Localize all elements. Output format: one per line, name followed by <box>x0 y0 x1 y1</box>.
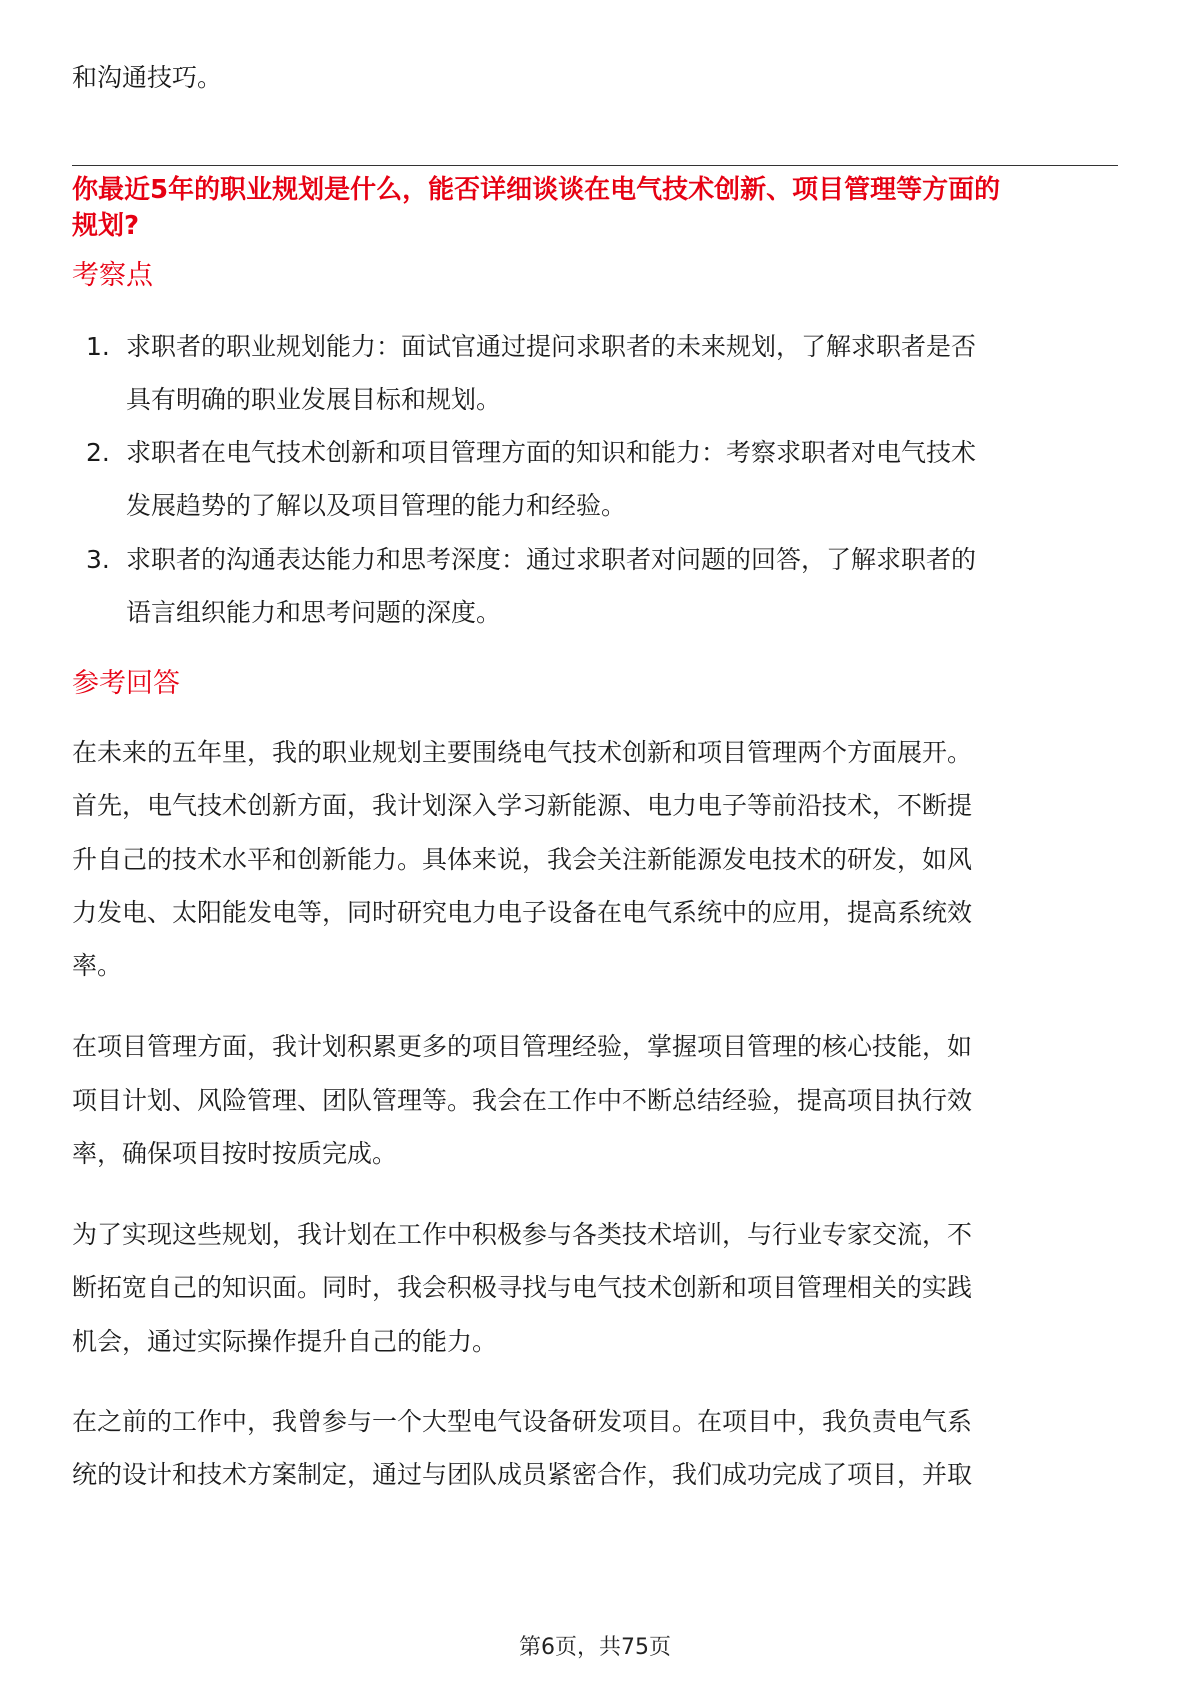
continuation-text: 和沟通技巧。 <box>72 63 223 92</box>
question-line-1: 你最近5年的职业规划是什么，能否详细谈谈在电气技术创新、项目管理等方面的 <box>72 175 1001 205</box>
answer-line: 项目计划、风险管理、团队管理等。我会在工作中不断总结经验，提高项目执行效 <box>72 1086 973 1115</box>
answer-line: 为了实现这些规划，我计划在工作中积极参与各类技术培训，与行业专家交流，不 <box>72 1220 973 1249</box>
answer-line: 在项目管理方面，我计划积累更多的项目管理经验，掌握项目管理的核心技能，如 <box>72 1032 973 1061</box>
question-line-2: 规划? <box>72 211 140 241</box>
page-number: 第6页，共75页 <box>519 1635 671 1660</box>
list-item-text: 具有明确的职业发展目标和规划。 <box>126 385 502 414</box>
answer-line: 在未来的五年里，我的职业规划主要围绕电气技术创新和项目管理两个方面展开。 <box>72 738 973 767</box>
list-item-number: 2. <box>86 438 110 467</box>
answer-heading: 参考回答 <box>72 668 180 699</box>
answer-line: 在之前的工作中，我曾参与一个大型电气设备研发项目。在项目中，我负责电气系 <box>72 1407 973 1436</box>
focus-heading: 考察点 <box>72 260 153 291</box>
answer-line: 机会，通过实际操作提升自己的能力。 <box>72 1327 498 1356</box>
answer-line: 统的设计和技术方案制定，通过与团队成员紧密合作，我们成功完成了项目，并取 <box>72 1460 973 1489</box>
answer-line: 率。 <box>72 951 123 980</box>
list-item-text: 语言组织能力和思考问题的深度。 <box>126 598 502 627</box>
list-item-text: 发展趋势的了解以及项目管理的能力和经验。 <box>126 491 627 520</box>
answer-line: 断拓宽自己的知识面。同时，我会积极寻找与电气技术创新和项目管理相关的实践 <box>72 1273 973 1302</box>
list-item-number: 3. <box>86 545 110 574</box>
list-item-number: 1. <box>86 332 110 361</box>
divider <box>72 165 1118 166</box>
answer-line: 力发电、太阳能发电等，同时研究电力电子设备在电气系统中的应用，提高系统效 <box>72 898 973 927</box>
answer-line: 首先，电气技术创新方面，我计划深入学习新能源、电力电子等前沿技术，不断提 <box>72 791 973 820</box>
list-item-text: 求职者的职业规划能力：面试官通过提问求职者的未来规划，了解求职者是否 <box>126 332 977 361</box>
answer-line: 升自己的技术水平和创新能力。具体来说，我会关注新能源发电技术的研发，如风 <box>72 845 973 874</box>
list-item-text: 求职者的沟通表达能力和思考深度：通过求职者对问题的回答，了解求职者的 <box>126 545 977 574</box>
answer-line: 率，确保项目按时按质完成。 <box>72 1139 398 1168</box>
list-item-text: 求职者在电气技术创新和项目管理方面的知识和能力：考察求职者对电气技术 <box>126 438 977 467</box>
